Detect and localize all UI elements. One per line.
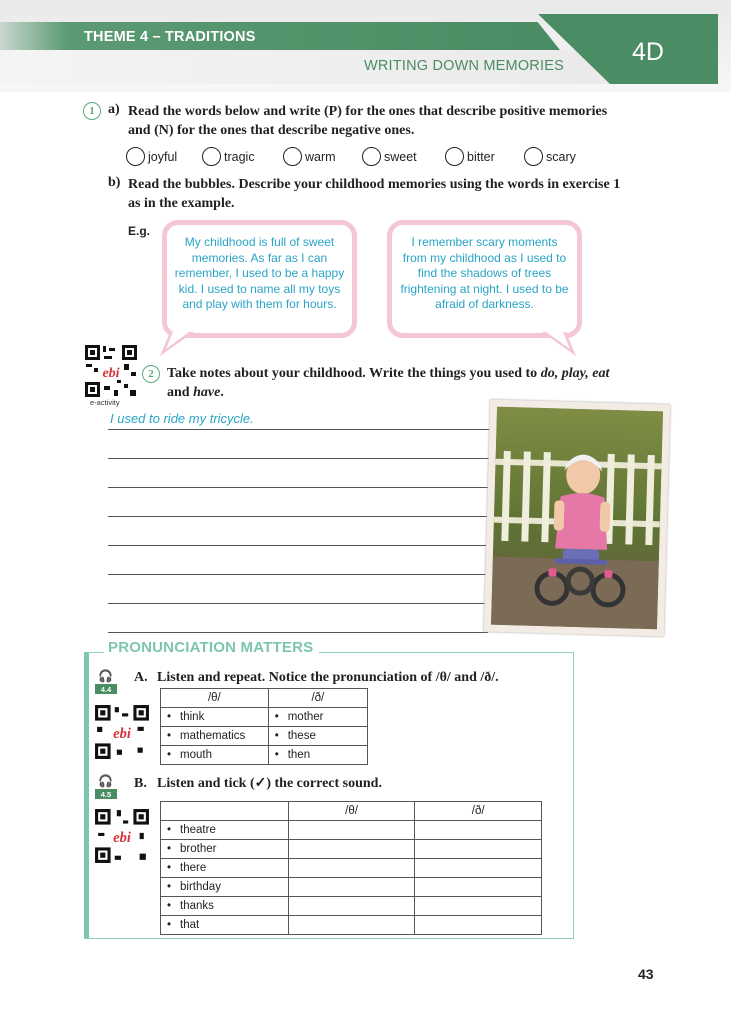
table-cell: • mother [268,708,367,727]
word-cell: • birthday [161,878,289,897]
table-cell: • these [268,727,367,746]
speech-bubble-1: My childhood is full of sweet memories. As far as I can remember, I used to be a happy kid. I used to name all my toys and play with them for hours. [162,220,357,338]
tick-cell-eth[interactable] [415,859,542,878]
table-cell: • then [268,746,367,765]
part-a-qr-code[interactable] [94,704,150,760]
table-row [161,878,542,897]
tick-cell-theta[interactable] [288,821,415,840]
table-header: /ð/ [415,802,542,821]
answer-circle[interactable] [445,147,464,166]
exercise-1b-instruction: Read the bubbles. Describe your childhood memories using the words in exercise 1 as in the example. [128,177,621,211]
answer-circle[interactable] [202,147,221,166]
speech-bubble-2-tail [538,332,578,358]
part-a-instruction: Listen and repeat. Notice the pronunciation of /θ/ and /ð/. [157,670,499,685]
writing-line[interactable] [108,487,498,488]
writing-line[interactable] [108,458,500,459]
table-row [161,916,542,935]
exercise-1b-tag: b) [108,175,121,190]
word-option-joyful[interactable]: joyful [126,147,177,166]
tick-cell-eth[interactable] [415,916,542,935]
svg-text:ebi: ebi [113,830,131,847]
table-row [161,840,542,859]
word-option-warm[interactable]: warm [283,147,336,166]
answer-circle[interactable] [524,147,543,166]
pronunciation-title-wrap [104,639,319,657]
table-header-row [161,689,368,708]
writing-line[interactable] [108,545,494,546]
tick-cell-theta[interactable] [288,916,415,935]
writing-line[interactable] [108,603,490,604]
tick-cell-theta[interactable] [288,878,415,897]
part-a-label: A. [134,670,148,685]
audio-track-badge: 4.5 [95,789,117,799]
unit-badge-label: 4D [632,38,664,66]
table-row [161,708,368,727]
example-answer: I used to ride my tricycle. [110,411,254,426]
writing-line[interactable] [108,429,500,430]
word-option-bitter[interactable]: bitter [445,147,495,166]
answer-circle[interactable] [126,147,145,166]
lesson-title: WRITING DOWN MEMORIES [364,58,564,74]
pronunciation-title: PRONUNCIATION MATTERS [108,639,314,656]
word-option-sweet[interactable]: sweet [362,147,417,166]
headphones-icon[interactable]: 🎧 [98,774,113,788]
exercise-2-number: 2 [142,365,160,383]
table-header: /ð/ [268,689,367,708]
answer-circle[interactable] [362,147,381,166]
tick-cell-theta[interactable] [288,859,415,878]
audio-track-badge: 4.4 [95,684,117,694]
tick-cell-theta[interactable] [288,840,415,859]
theme-title: THEME 4 – TRADITIONS [84,29,256,45]
tick-cell-eth[interactable] [415,821,542,840]
table-header-row [161,802,542,821]
e-activity-label: e-activity [90,398,120,407]
word-cell: • there [161,859,289,878]
girl-on-tricycle-image [491,407,663,630]
tick-cell-eth[interactable] [415,897,542,916]
table-header: /θ/ [288,802,415,821]
part-b-qr-code[interactable] [94,808,150,864]
tick-cell-eth[interactable] [415,840,542,859]
exercise-1-number: 1 [83,102,101,120]
word-cell: • thanks [161,897,289,916]
word-cell: • brother [161,840,289,859]
tick-cell-theta[interactable] [288,897,415,916]
tick-cell-eth[interactable] [415,878,542,897]
childhood-photo [484,400,670,637]
word-option-scary[interactable]: scary [524,147,576,166]
part-b-label: B. [134,776,147,791]
tick-sound-table [160,801,542,935]
table-cell: • think [161,708,269,727]
table-header [161,802,289,821]
word-cell: • that [161,916,289,935]
table-cell: • mathematics [161,727,269,746]
writing-line[interactable] [108,632,488,633]
svg-text:ebi: ebi [113,726,131,743]
table-row [161,821,542,840]
answer-circle[interactable] [283,147,302,166]
writing-line[interactable] [108,516,496,517]
sound-examples-table [160,688,368,765]
table-row [161,746,368,765]
speech-bubble-2: I remember scary moments from my childhood as I used to find the shadows of trees frightening at night. I used to be afraid of darkness. [387,220,582,338]
speech-bubble-1-tail [158,332,198,358]
word-cell: • theatre [161,821,289,840]
exercise-1a-tag: a) [108,102,120,117]
svg-text:ebi: ebi [102,366,120,381]
table-row [161,727,368,746]
writing-line[interactable] [108,574,492,575]
e-activity-qr-code[interactable] [84,344,138,398]
page-number: 43 [638,966,654,982]
table-row [161,859,542,878]
part-b-instruction: Listen and tick (✓) the correct sound. [157,776,382,791]
table-header: /θ/ [161,689,269,708]
example-label: E.g. [128,224,151,238]
word-option-tragic[interactable]: tragic [202,147,255,166]
table-row [161,897,542,916]
headphones-icon[interactable]: 🎧 [98,669,113,683]
exercise-1a-instruction: Read the words below and write (P) for the ones that describe positive memories and (N) for the ones that describe negative ones. [128,104,608,138]
exercise-2-instruction: Take notes about your childhood. Write the things you used to do, play, eat and have. [167,366,610,400]
table-cell: • mouth [161,746,269,765]
